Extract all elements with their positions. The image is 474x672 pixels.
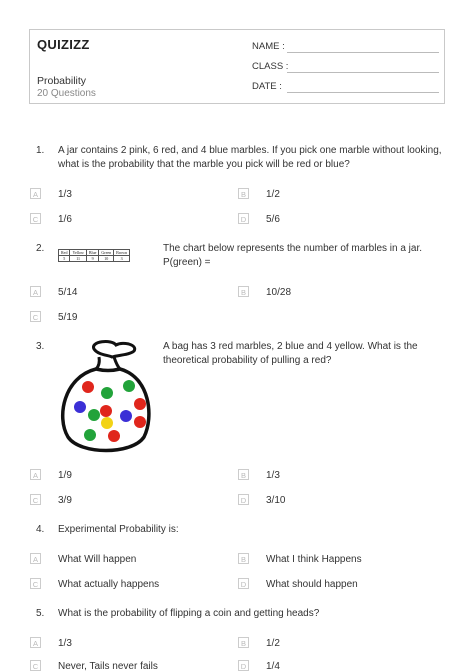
option-letter: B (238, 553, 249, 564)
option-letter: D (238, 660, 249, 671)
option-letter: A (30, 286, 41, 297)
date-label: DATE : (252, 81, 282, 92)
question-5-line1: What is the probability of flipping a coin and getting heads? (58, 608, 320, 619)
option-text: What I think Happens (266, 554, 362, 565)
table-cell: 10 (99, 256, 114, 262)
green-marble (101, 387, 113, 399)
question-3-text (163, 340, 418, 368)
option-text: 1/3 (58, 189, 72, 200)
quizizz-logo: QUIZIZZ (37, 37, 90, 52)
option-text: What Will happen (58, 554, 137, 565)
marble-bag-image (54, 337, 154, 457)
option-text: What should happen (266, 579, 358, 590)
table-cell: 11 (70, 256, 86, 262)
table-cell: 5 (59, 256, 70, 262)
worksheet-header (29, 29, 445, 104)
option-text: 3/10 (266, 495, 286, 506)
option-text: 1/2 (266, 189, 280, 200)
option-letter: D (238, 213, 249, 224)
red-marble (108, 430, 120, 442)
question-5-number: 5. (36, 608, 45, 619)
option-letter: C (30, 311, 41, 322)
option-letter: A (30, 553, 41, 564)
question-3-number: 3. (36, 341, 45, 352)
option-text: Never, Tails never fails (58, 661, 158, 672)
table-cell: 9 (86, 256, 99, 262)
class-label: CLASS : (252, 61, 289, 72)
option-letter: A (30, 469, 41, 480)
option-text: 5/19 (58, 312, 78, 323)
option-letter: A (30, 188, 41, 199)
red-marble (82, 381, 94, 393)
option-text: 1/3 (58, 638, 72, 649)
yellow-marble (101, 417, 113, 429)
date-line (287, 92, 439, 93)
question-1-number: 1. (36, 145, 45, 156)
question-2-number: 2. (36, 243, 45, 254)
option-letter: C (30, 494, 41, 505)
bag-neck (96, 357, 120, 369)
table-header: Blue (86, 250, 99, 256)
option-text: 10/28 (266, 287, 292, 298)
red-marble (134, 416, 146, 428)
option-text: 1/2 (266, 638, 280, 649)
option-letter: A (30, 637, 41, 648)
date-field[interactable] (252, 81, 282, 92)
option-letter: B (238, 469, 249, 480)
option-text: 1/6 (58, 214, 72, 225)
question-4-text (58, 523, 179, 537)
question-4-line1: Experimental Probability is: (58, 524, 179, 535)
green-marble (84, 429, 96, 441)
question-2-text (163, 242, 422, 270)
option-text: 1/3 (266, 470, 280, 481)
option-letter: D (238, 578, 249, 589)
option-letter: B (238, 188, 249, 199)
option-text: 1/9 (58, 470, 72, 481)
question-2-line2: P(green) = (163, 257, 211, 268)
table-cell: 3 (114, 256, 130, 262)
question-2-line1: The chart below represents the number of marbles in a jar. (163, 243, 423, 254)
option-letter: C (30, 213, 41, 224)
class-line (287, 72, 439, 73)
table-header: Brown (114, 250, 130, 256)
red-marble (134, 398, 146, 410)
green-marble (88, 409, 100, 421)
table-header: Yellow (70, 250, 86, 256)
option-text: 1/4 (266, 661, 280, 672)
question-1-line1: A jar contains 2 pink, 6 red, and 4 blue marbles. If you pick one marble without looking, (58, 145, 442, 156)
name-line (287, 52, 439, 53)
option-text: 5/6 (266, 214, 280, 225)
question-1-text (58, 144, 442, 172)
option-text: 3/9 (58, 495, 72, 506)
name-field[interactable] (252, 41, 285, 52)
option-letter: D (238, 494, 249, 505)
red-marble (100, 405, 112, 417)
blue-marble (74, 401, 86, 413)
marble-count-table (58, 249, 130, 262)
worksheet-title: Probability (37, 75, 87, 87)
option-text: 5/14 (58, 287, 78, 298)
question-1-line2: what is the probability that the marble you pick will be red or blue? (58, 159, 350, 170)
question-4-number: 4. (36, 524, 45, 535)
bag-outline (94, 342, 135, 357)
table-header: Red (59, 250, 70, 256)
question-5-text (58, 607, 319, 621)
option-letter: C (30, 578, 41, 589)
question-3-line1: A bag has 3 red marbles, 2 blue and 4 yellow. What is the (163, 341, 418, 352)
blue-marble (120, 410, 132, 422)
question-count: 20 Questions (37, 88, 96, 99)
class-field[interactable] (252, 61, 288, 72)
question-3-line2: theoretical probability of pulling a red? (163, 355, 332, 366)
table-header: Green (99, 250, 114, 256)
option-letter: B (238, 637, 249, 648)
option-text: What actually happens (58, 579, 160, 590)
name-label: NAME : (252, 41, 285, 52)
option-letter: B (238, 286, 249, 297)
green-marble (123, 380, 135, 392)
option-letter: C (30, 660, 41, 671)
